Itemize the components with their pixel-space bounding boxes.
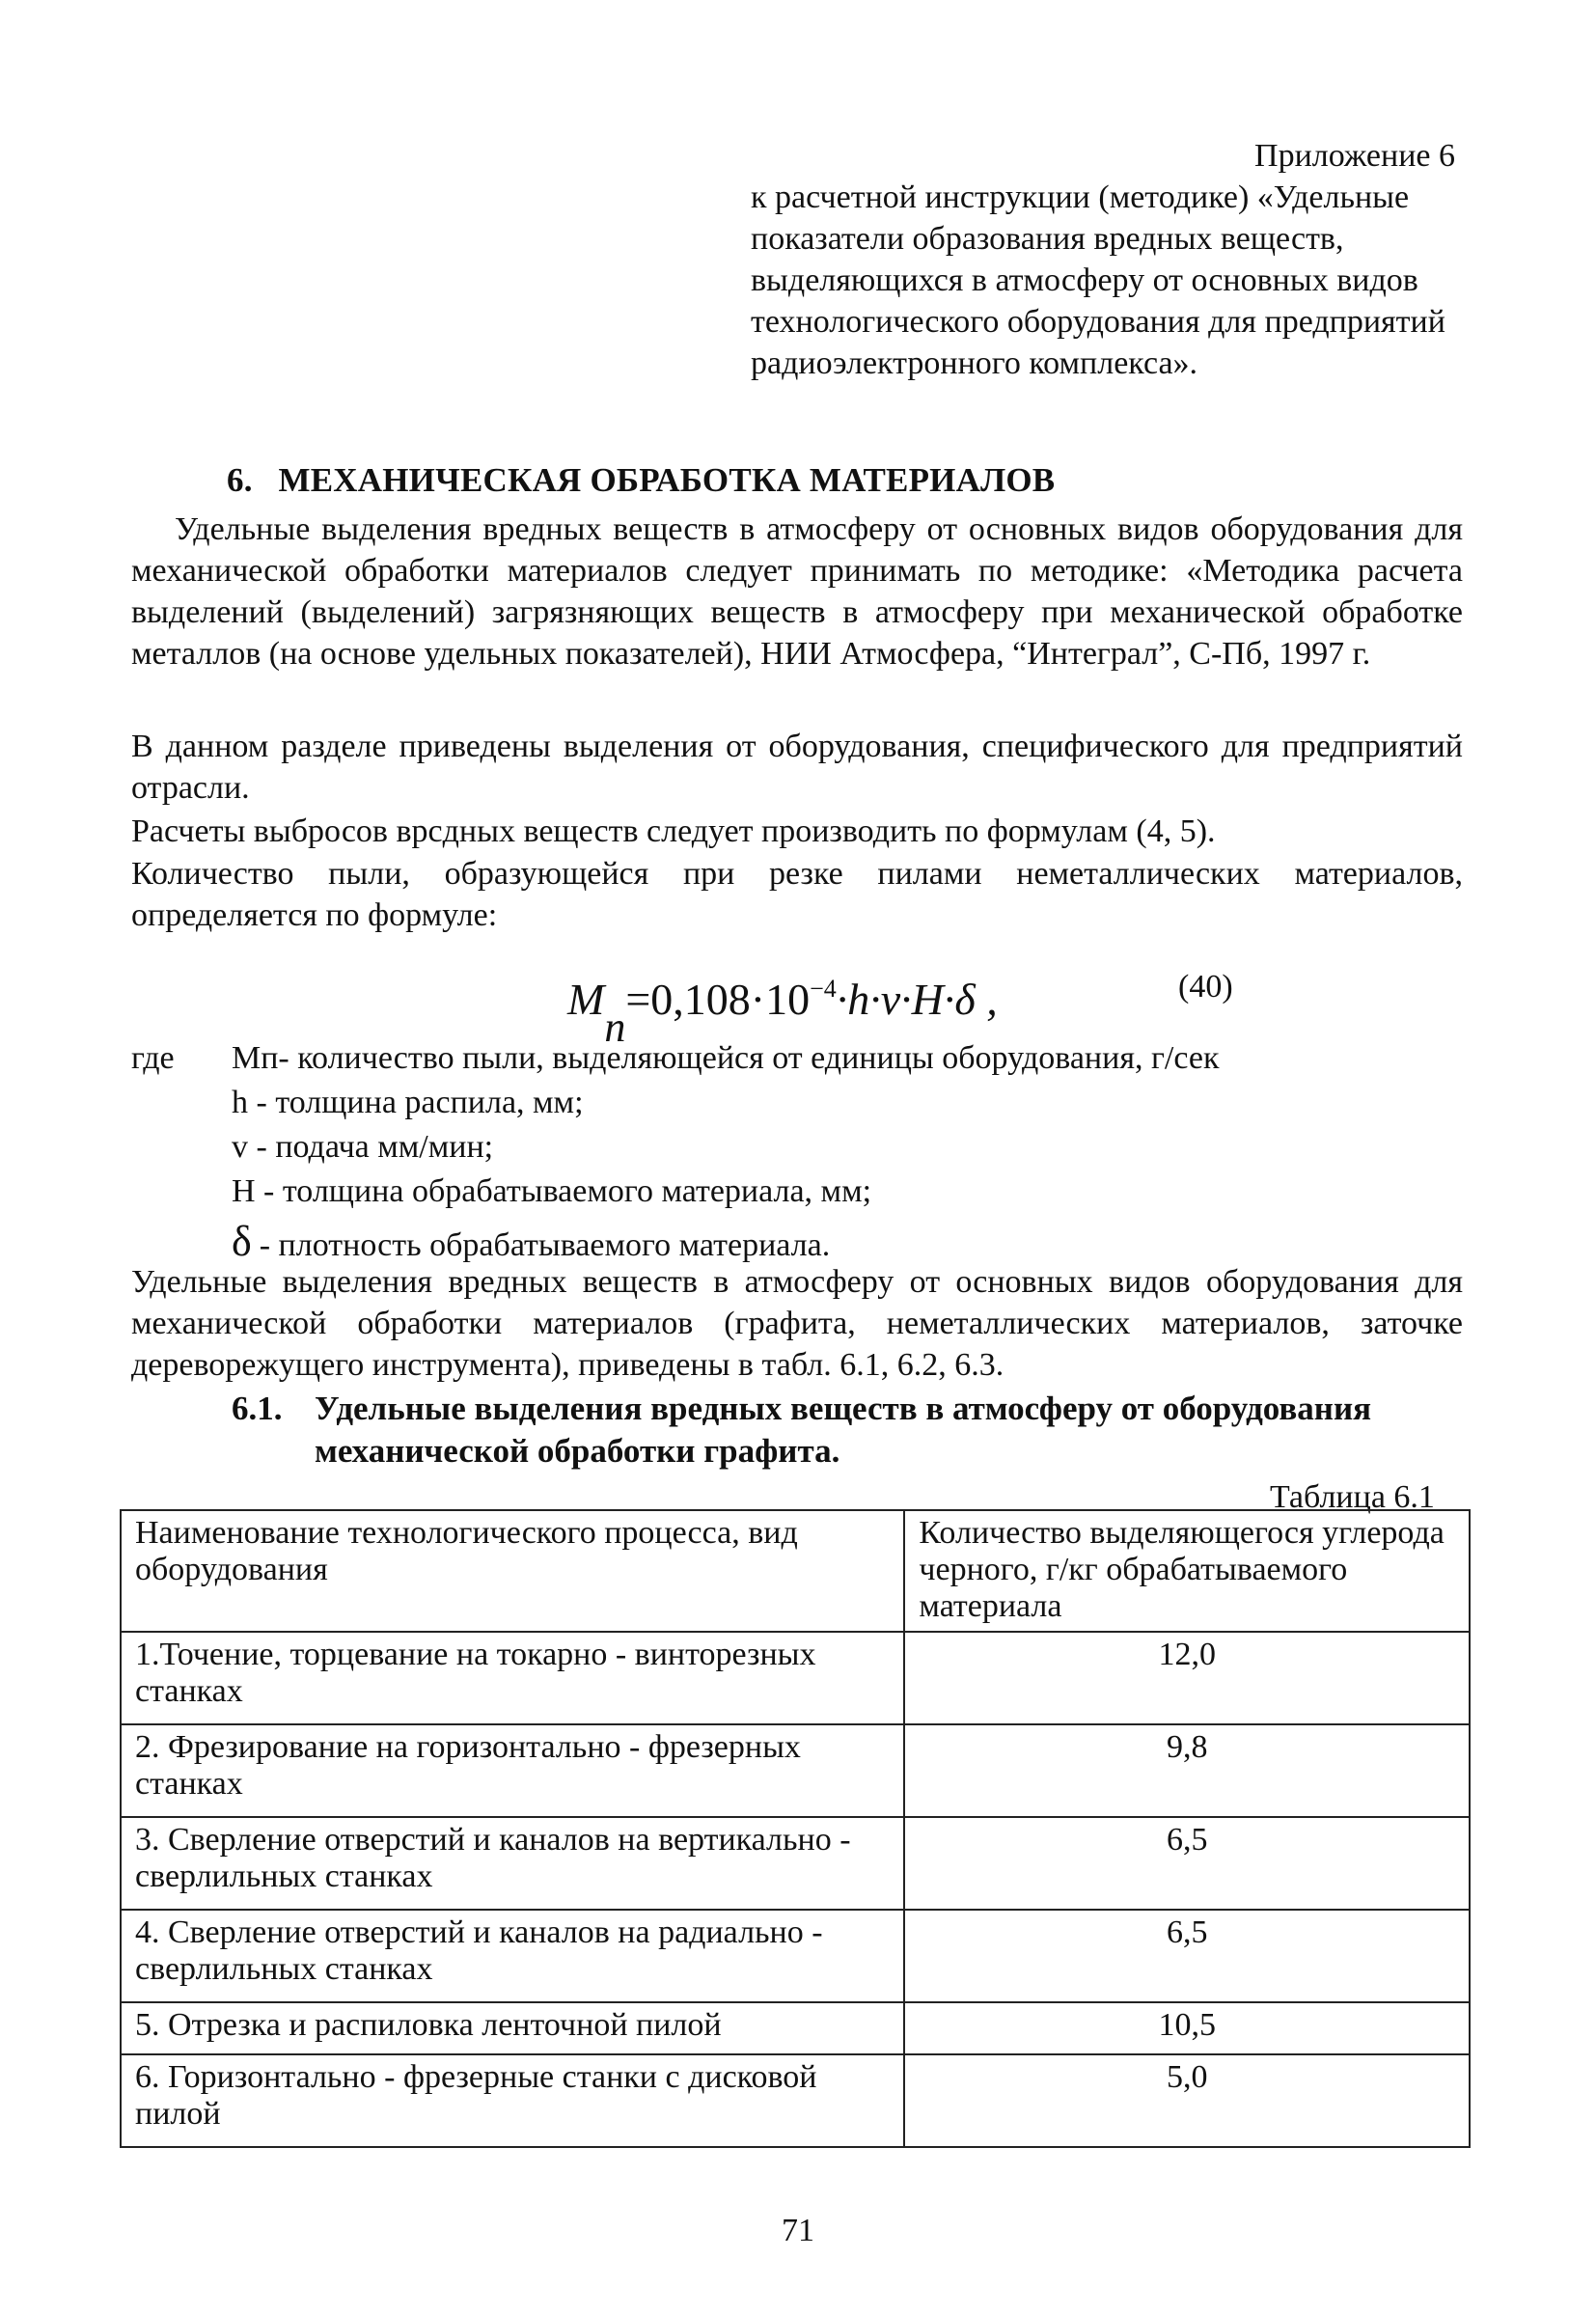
formula-variables: ·h·v·H·δ , (836, 975, 998, 1024)
variable-definitions (232, 1037, 1457, 1269)
value-cell: 6,5 (904, 1817, 1470, 1910)
table-row (121, 1632, 1470, 1724)
definition-mn: Мп- количество пыли, выделяющейся от единицы оборудования, г/сек (232, 1040, 1220, 1076)
process-cell: 1.Точение, торцевание на токарно - винторезных станках (121, 1632, 904, 1724)
header-carbon-quantity: Количество выделяющегося углерода черного, г/кг обрабатываемого материала (904, 1510, 1470, 1632)
formula-exponent: −4 (810, 975, 837, 1003)
appendix-text: к расчетной инструкции (методике) «Удельные показатели образования вредных веществ, выделяющихся в атмосферу от основных видов технологического оборудования для предприятий радиоэлектронного комплекса». (751, 179, 1445, 381)
section-title: 6. МЕХАНИЧЕСКАЯ ОБРАБОТКА МАТЕРИАЛОВ (227, 461, 1056, 499)
value-cell: 9,8 (904, 1724, 1470, 1817)
value-cell: 12,0 (904, 1632, 1470, 1724)
process-cell: 3. Сверление отверстий и каналов на вертикально - сверлильных станках (121, 1817, 904, 1910)
table-row (121, 2054, 1470, 2147)
definition-v: v - подача мм/мин; (232, 1129, 494, 1165)
header-process: Наименование технологического процесса, вид оборудования (121, 1510, 904, 1632)
table-caption: Таблица 6.1 (1270, 1479, 1435, 1515)
table-row (121, 1817, 1470, 1910)
where-label: где (131, 1040, 175, 1076)
subsection-number: 6.1. (232, 1390, 283, 1427)
value-cell: 10,5 (904, 2002, 1470, 2054)
formula-40 (131, 960, 1463, 1051)
process-cell: 5. Отрезка и распиловка ленточной пилой (121, 2002, 904, 2054)
value-cell: 6,5 (904, 1910, 1470, 2002)
delta-text: - плотность обрабатываемого материала. (259, 1227, 831, 1263)
formula-lhs-subscript: n (604, 1004, 626, 1051)
appendix-title: Приложение 6 (1254, 138, 1455, 174)
paragraph-methodology: Удельные выделения вредных веществ в атмосферу от основных видов оборудования для механической обработки материалов следует принимать по методике: «Методика расчета выделений (выделений) загрязняющих веществ в атмосферу при механической обработке металлов (на основе удельных показателей), НИИ Атмосфера, “Интеграл”, С-Пб, 1997 г. (131, 511, 1463, 672)
page-number: 71 (782, 2213, 814, 2248)
formula-coefficient: =0,108·10 (625, 975, 811, 1024)
process-cell: 2. Фрезирование на горизонтально - фрезерных станках (121, 1724, 904, 1817)
paragraph-dust-quantity: Количество пыли, образующейся при резке пилами неметаллических материалов, определяется по формуле: (131, 856, 1463, 933)
table-row (121, 1724, 1470, 1817)
formula-lhs: M (567, 975, 605, 1024)
process-cell: 6. Горизонтально - фрезерные станки с дисковой пилой (121, 2054, 904, 2147)
subsection-title-line2: механической обработки графита. (315, 1432, 840, 1470)
equation-number: (40) (1178, 969, 1233, 1005)
emissions-table (120, 1509, 1471, 2148)
definition-big-h: H - толщина обрабатываемого материала, мм; (232, 1173, 872, 1209)
definition-h: h - толщина распила, мм; (232, 1085, 584, 1120)
delta-symbol: δ (232, 1218, 252, 1265)
table-row (121, 2002, 1470, 2054)
table-row (121, 1910, 1470, 2002)
paragraph-section-scope: В данном разделе приведены выделения от оборудования, специфического для предприятий отрасли. (131, 729, 1463, 806)
appendix-reference (751, 135, 1465, 384)
subsection-title (232, 1388, 1467, 1473)
paragraph-specific-emissions: Удельные выделения вредных веществ в атмосферу от основных видов оборудования для механической обработки материалов (графита, неметаллических материалов, заточке дереворежущего инструмента), приведены в табл. 6.1, 6.2, 6.3. (131, 1264, 1463, 1383)
value-cell: 5,0 (904, 2054, 1470, 2147)
table-header-row (121, 1510, 1470, 1632)
paragraph-formula-reference: Расчеты выбросов врсдных веществ следует производить по формулам (4, 5). (131, 813, 1216, 849)
subsection-title-line1: Удельные выделения вредных веществ в атмосферу от оборудования (315, 1390, 1372, 1427)
process-cell: 4. Сверление отверстий и каналов на радиально - сверлильных станках (121, 1910, 904, 2002)
